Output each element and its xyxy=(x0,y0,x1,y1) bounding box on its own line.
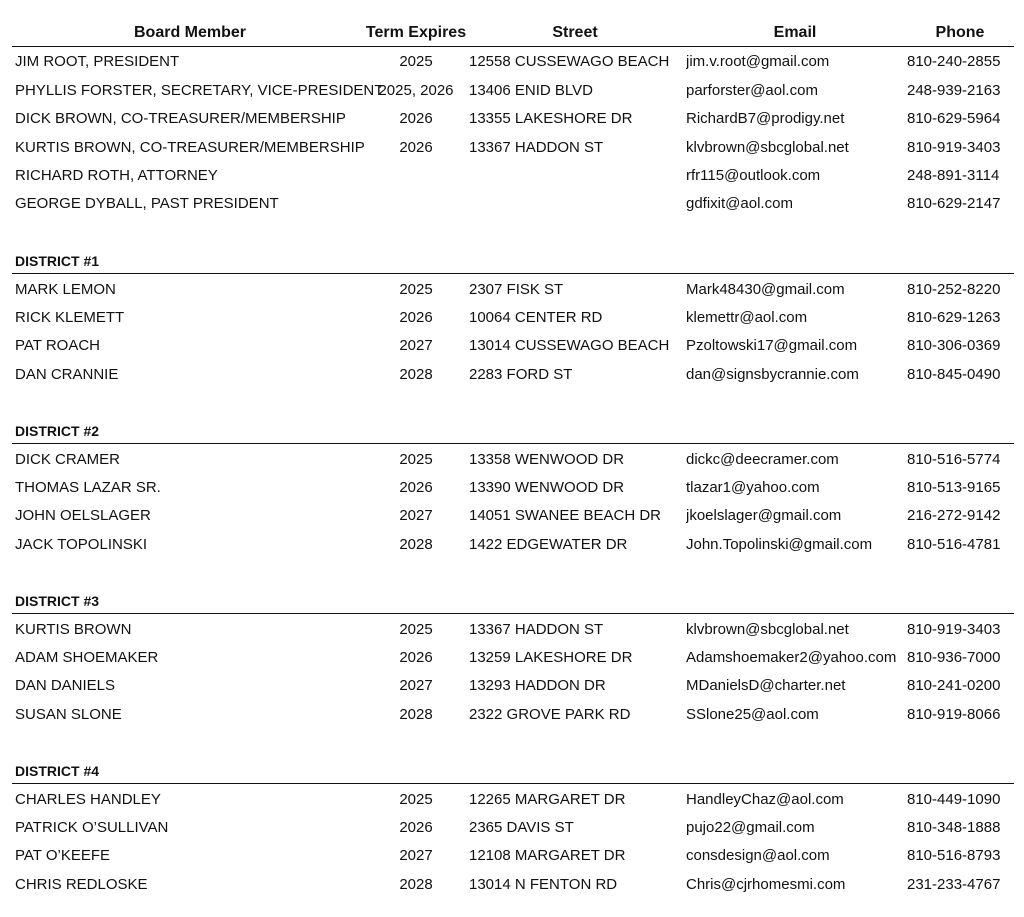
member-name: PATRICK O’SULLIVAN xyxy=(15,819,169,836)
member-name: PAT O’KEEFE xyxy=(15,847,111,864)
header-term-expires: Term Expires xyxy=(365,24,467,41)
member-row xyxy=(0,361,1024,389)
street: 13014 CUSSEWAGO BEACH xyxy=(469,337,670,354)
officer-row xyxy=(0,48,1024,76)
term-expires: 2025 xyxy=(399,281,433,298)
term-expires: 2026 xyxy=(399,309,433,326)
district-divider xyxy=(12,273,1014,274)
term-expires: 2028 xyxy=(399,536,433,553)
phone: 810-516-5774 xyxy=(907,451,1001,468)
member-row xyxy=(0,701,1024,729)
email: parforster@aol.com xyxy=(686,82,818,99)
phone: 810-241-0200 xyxy=(907,677,1001,694)
street: 12108 MARGARET DR xyxy=(469,847,626,864)
member-name: PAT ROACH xyxy=(15,337,101,354)
email: HandleyChaz@aol.com xyxy=(686,791,844,808)
member-row xyxy=(0,786,1024,814)
email: dan@signsbycrannie.com xyxy=(686,366,859,383)
officer-row xyxy=(0,190,1024,218)
term-expires: 2028 xyxy=(399,876,433,893)
email: klvbrown@sbcglobal.net xyxy=(686,621,849,638)
street: 2307 FISK ST xyxy=(469,281,564,298)
email: RichardB7@prodigy.net xyxy=(686,110,845,127)
street: 13367 HADDON ST xyxy=(469,621,604,638)
officer-row xyxy=(0,162,1024,190)
district-heading xyxy=(0,247,1024,275)
member-row xyxy=(0,672,1024,700)
term-expires: 2028 xyxy=(399,706,433,723)
member-name: DAN DANIELS xyxy=(15,677,116,694)
street: 1422 EDGEWATER DR xyxy=(469,536,628,553)
email: Adamshoemaker2@yahoo.com xyxy=(686,649,897,666)
email: tlazar1@yahoo.com xyxy=(686,479,820,496)
email: gdfixit@aol.com xyxy=(686,195,793,212)
phone: 810-629-2147 xyxy=(907,195,1001,212)
phone: 231-233-4767 xyxy=(907,876,1001,893)
email: MDanielsD@charter.net xyxy=(686,677,846,694)
street: 13367 HADDON ST xyxy=(469,139,604,156)
email: jkoelslager@gmail.com xyxy=(686,507,842,524)
street: 14051 SWANEE BEACH DR xyxy=(469,507,662,524)
phone: 810-513-9165 xyxy=(907,479,1001,496)
street: 2322 GROVE PARK RD xyxy=(469,706,631,723)
term-expires: 2028 xyxy=(399,366,433,383)
district-title: DISTRICT #1 xyxy=(15,253,100,269)
email: jim.v.root@gmail.com xyxy=(686,53,830,70)
phone: 248-891-3114 xyxy=(907,167,1000,184)
member-name: GEORGE DYBALL, PAST PRESIDENT xyxy=(15,195,279,212)
district-divider xyxy=(12,783,1014,784)
member-name: DAN CRANNIE xyxy=(15,366,119,383)
email: consdesign@aol.com xyxy=(686,847,830,864)
district-divider xyxy=(12,443,1014,444)
street: 13293 HADDON DR xyxy=(469,677,606,694)
phone: 810-629-1263 xyxy=(907,309,1001,326)
term-expires: 2027 xyxy=(399,507,433,524)
member-name: JOHN OELSLAGER xyxy=(15,507,151,524)
street: 13355 LAKESHORE DR xyxy=(469,110,633,127)
member-row xyxy=(0,474,1024,502)
email: pujo22@gmail.com xyxy=(686,819,815,836)
email: SSlone25@aol.com xyxy=(686,706,819,723)
member-row xyxy=(0,871,1024,899)
phone: 810-845-0490 xyxy=(907,366,1001,383)
officer-row xyxy=(0,105,1024,133)
term-expires: 2025 xyxy=(399,791,433,808)
member-name: KURTIS BROWN xyxy=(15,621,132,638)
member-name: CHARLES HANDLEY xyxy=(15,791,161,808)
header-divider xyxy=(12,46,1014,47)
term-expires: 2026 xyxy=(399,479,433,496)
member-name: THOMAS LAZAR SR. xyxy=(15,479,161,496)
street: 12558 CUSSEWAGO BEACH xyxy=(469,53,670,70)
term-expires: 2026 xyxy=(399,819,433,836)
member-name: ADAM SHOEMAKER xyxy=(15,649,159,666)
member-name: DICK BROWN, CO-TREASURER/MEMBERSHIP xyxy=(15,110,346,127)
member-name: RICK KLEMETT xyxy=(15,309,125,326)
phone: 810-252-8220 xyxy=(907,281,1001,298)
phone: 248-939-2163 xyxy=(907,82,1001,99)
phone: 810-919-8066 xyxy=(907,706,1001,723)
header-street: Street xyxy=(552,24,598,41)
street: 13390 WENWOOD DR xyxy=(469,479,625,496)
member-row xyxy=(0,332,1024,360)
member-row xyxy=(0,814,1024,842)
term-expires: 2027 xyxy=(399,337,433,354)
phone: 810-919-3403 xyxy=(907,621,1001,638)
phone: 810-516-4781 xyxy=(907,536,1001,553)
member-name: CHRIS REDLOSKE xyxy=(15,876,148,893)
email: John.Topolinski@gmail.com xyxy=(686,536,873,553)
term-expires: 2027 xyxy=(399,677,433,694)
term-expires: 2025 xyxy=(399,451,433,468)
street: 2365 DAVIS ST xyxy=(469,819,574,836)
phone: 810-629-5964 xyxy=(907,110,1001,127)
term-expires: 2026 xyxy=(399,649,433,666)
street: 13358 WENWOOD DR xyxy=(469,451,625,468)
district-heading xyxy=(0,587,1024,615)
street: 13406 ENID BLVD xyxy=(469,82,593,99)
phone: 810-516-8793 xyxy=(907,847,1001,864)
header-email: Email xyxy=(773,24,817,41)
officer-row xyxy=(0,77,1024,105)
member-name: JACK TOPOLINSKI xyxy=(15,536,147,553)
district-title: DISTRICT #3 xyxy=(15,593,100,609)
phone: 810-240-2855 xyxy=(907,53,1001,70)
phone: 810-919-3403 xyxy=(907,139,1001,156)
district-heading xyxy=(0,417,1024,445)
email: rfr115@outlook.com xyxy=(686,167,821,184)
email: Mark48430@gmail.com xyxy=(686,281,845,298)
member-name: PHYLLIS FORSTER, SECRETARY, VICE-PRESIDENT xyxy=(15,82,384,99)
member-row xyxy=(0,616,1024,644)
member-name: SUSAN SLONE xyxy=(15,706,122,723)
phone: 810-936-7000 xyxy=(907,649,1001,666)
email: Chris@cjrhomesmi.com xyxy=(686,876,846,893)
phone: 810-449-1090 xyxy=(907,791,1001,808)
term-expires: 2026 xyxy=(399,139,433,156)
term-expires: 2026 xyxy=(399,110,433,127)
member-row xyxy=(0,446,1024,474)
member-name: KURTIS BROWN, CO-TREASURER/MEMBERSHIP xyxy=(15,139,365,156)
email: klvbrown@sbcglobal.net xyxy=(686,139,849,156)
term-expires: 2025, 2026 xyxy=(378,82,454,99)
email: Pzoltowski17@gmail.com xyxy=(686,337,858,354)
email: klemettr@aol.com xyxy=(686,309,808,326)
member-name: JIM ROOT, PRESIDENT xyxy=(15,53,180,70)
header-board-member: Board Member xyxy=(133,24,247,41)
header-phone: Phone xyxy=(935,24,985,41)
term-expires: 2025 xyxy=(399,621,433,638)
district-divider xyxy=(12,613,1014,614)
member-row xyxy=(0,842,1024,870)
street: 13014 N FENTON RD xyxy=(469,876,618,893)
term-expires: 2025 xyxy=(399,53,433,70)
header-row xyxy=(0,19,1024,47)
member-row xyxy=(0,531,1024,559)
member-name: DICK CRAMER xyxy=(15,451,121,468)
member-name: RICHARD ROTH, ATTORNEY xyxy=(15,167,218,184)
district-heading xyxy=(0,757,1024,785)
term-expires: 2027 xyxy=(399,847,433,864)
district-title: DISTRICT #4 xyxy=(15,763,100,779)
phone: 810-306-0369 xyxy=(907,337,1001,354)
street: 13259 LAKESHORE DR xyxy=(469,649,633,666)
member-name: MARK LEMON xyxy=(15,281,116,298)
member-row xyxy=(0,644,1024,672)
member-row xyxy=(0,276,1024,304)
member-row xyxy=(0,502,1024,530)
member-row xyxy=(0,304,1024,332)
street: 10064 CENTER RD xyxy=(469,309,603,326)
street: 12265 MARGARET DR xyxy=(469,791,626,808)
phone: 810-348-1888 xyxy=(907,819,1001,836)
phone: 216-272-9142 xyxy=(907,507,1001,524)
district-title: DISTRICT #2 xyxy=(15,423,100,439)
street: 2283 FORD ST xyxy=(469,366,573,383)
officer-row xyxy=(0,134,1024,162)
email: dickc@deecramer.com xyxy=(686,451,839,468)
